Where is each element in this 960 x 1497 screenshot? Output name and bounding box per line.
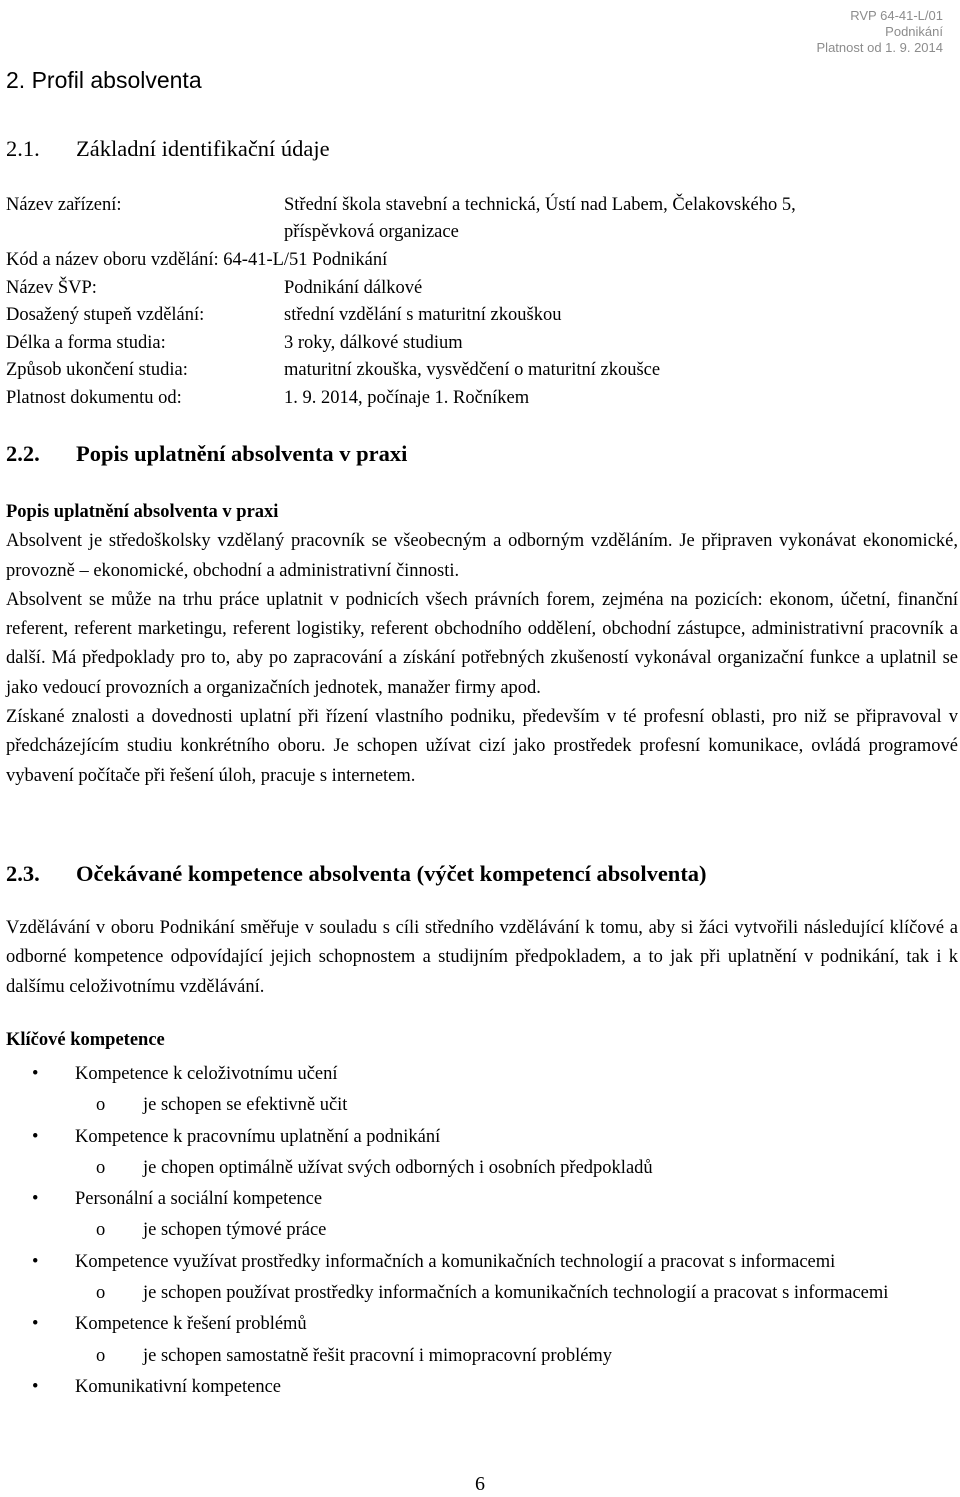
heading-number: 2.2. bbox=[6, 441, 40, 466]
header-code: RVP 64-41-L/01 bbox=[850, 8, 943, 23]
list-item bbox=[6, 1122, 956, 1153]
competence-detail: je schopen se efektivně učit bbox=[143, 1095, 348, 1116]
sub-list-item bbox=[6, 1215, 956, 1246]
circle-bullet-icon: o bbox=[96, 1157, 106, 1178]
sub-list-item bbox=[6, 1090, 956, 1121]
bullet-icon: • bbox=[32, 1376, 39, 1397]
competence-detail: je schopen týmové práce bbox=[143, 1220, 327, 1241]
list-item bbox=[6, 1372, 956, 1403]
id-label: Délka a forma studia: bbox=[6, 333, 166, 353]
description-heading: Popis uplatnění absolventa v praxi bbox=[6, 502, 279, 522]
paragraph: Získané znalosti a dovednosti uplatní při řízení vlastního podniku, především v té profesní oblasti, pro niž se připravoval v předcházejícím studiu konkrétního oboru. Je schopen užívat cizí jako prostředek profesní komunikace, ovládá programové vybavení počítače při řešení úloh, pracuje s internetem. bbox=[6, 707, 958, 786]
header-field: Podnikání bbox=[885, 24, 943, 39]
competence-list bbox=[6, 1059, 956, 1403]
circle-bullet-icon: o bbox=[96, 1220, 106, 1241]
bullet-icon: • bbox=[32, 1064, 39, 1084]
competence-name: Personální a sociální kompetence bbox=[75, 1189, 323, 1210]
id-row-facility bbox=[6, 192, 956, 246]
page-number: 6 bbox=[475, 1473, 485, 1495]
graduate-description bbox=[6, 498, 958, 791]
competence-detail: je schopen používat prostředky informačních a komunikačních technologií a pracovat s informacemi bbox=[143, 1283, 889, 1304]
sub-list-item bbox=[6, 1341, 956, 1372]
competence-name: Kompetence využívat prostředky informačních a komunikačních technologií a pracovat s informacemi bbox=[75, 1251, 836, 1272]
circle-bullet-icon: o bbox=[96, 1283, 106, 1304]
id-value: střední vzdělání s maturitní zkouškou bbox=[284, 305, 562, 325]
id-value: 64-41-L/51 Podnikání bbox=[223, 250, 388, 270]
section-title: 2. Profil absolventa bbox=[6, 67, 202, 93]
key-competences-heading: Klíčové kompetence bbox=[6, 1030, 165, 1050]
competence-name: Kompetence k pracovnímu uplatnění a podnikání bbox=[75, 1126, 441, 1147]
id-row-completion bbox=[6, 357, 956, 384]
circle-bullet-icon: o bbox=[96, 1345, 106, 1366]
id-value: Podnikání dálkové bbox=[284, 278, 423, 298]
heading-number: 2.1. bbox=[6, 136, 40, 161]
id-label: Kód a název oboru vzdělání: bbox=[6, 250, 219, 270]
paragraph: Absolvent se může na trhu práce uplatnit v podnicích všech právních forem, zejména na pozicích: ekonom, účetní, finanční referent, referent marketingu, referent logistiky, referent obchodního oddělení, obchodní zástupce, administrativní pracovník a další. Má předpoklady pro to, aby po zapracování a získání potřebných zkušeností vykonával organizační funkce a uplatnil se jako vedoucí provozních a organizačních jednotek, manažer firmy apod. bbox=[6, 589, 958, 698]
subsection-2-1-heading bbox=[6, 136, 330, 162]
id-value-line2: příspěvková organizace bbox=[284, 222, 459, 242]
id-label: Název ŠVP: bbox=[6, 278, 97, 298]
paragraph: Absolvent je středoškolsky vzdělaný pracovník se všeobecným a odborným vzděláním. Je připraven vykonávat ekonomické, provozně – ekonomické, obchodní a administrativní činnosti. bbox=[6, 531, 958, 581]
id-label: Způsob ukončení studia: bbox=[6, 360, 188, 380]
list-item bbox=[6, 1184, 956, 1215]
subsection-2-2-heading bbox=[6, 441, 407, 467]
id-label: Platnost dokumentu od: bbox=[6, 388, 182, 408]
id-row-education-level bbox=[6, 302, 956, 329]
id-value: maturitní zkouška, vysvědčení o maturitní zkoušce bbox=[284, 360, 661, 380]
heading-text: Očekávané kompetence absolventa (výčet kompetencí absolventa) bbox=[76, 861, 707, 886]
bullet-icon: • bbox=[32, 1314, 39, 1335]
id-row-program-name bbox=[6, 275, 956, 302]
bullet-icon: • bbox=[32, 1251, 39, 1272]
header-validity: Platnost od 1. 9. 2014 bbox=[816, 40, 943, 55]
list-item bbox=[6, 1059, 956, 1090]
id-value: 1. 9. 2014, počínaje 1. Ročníkem bbox=[284, 388, 530, 408]
heading-text: Základní identifikační údaje bbox=[76, 136, 330, 161]
id-value: Střední škola stavební a technická, Ústí nad Labem, Čelakovského 5, bbox=[284, 195, 796, 215]
competence-detail: je schopen samostatně řešit pracovní i mimopracovní problémy bbox=[143, 1345, 613, 1366]
circle-bullet-icon: o bbox=[96, 1095, 106, 1116]
id-value: 3 roky, dálkové studium bbox=[284, 333, 463, 353]
heading-text: Popis uplatnění absolventa v praxi bbox=[76, 441, 408, 466]
id-row-study-form bbox=[6, 330, 956, 357]
id-label: Dosažený stupeň vzdělání: bbox=[6, 305, 205, 325]
competence-name: Kompetence k řešení problémů bbox=[75, 1314, 307, 1335]
competences-intro: Vzdělávání v oboru Podnikání směřuje v souladu s cíli středního vzdělávání k tomu, aby si žáci vytvořili následující klíčové a odborné kompetence odpovídající jejich schopnostem a studijním předpokladem, a to jak při uplatnění v podnikání, tak i k dalšímu celoživotnímu vzdělávání. bbox=[6, 918, 958, 997]
competence-name: Komunikativní kompetence bbox=[75, 1376, 282, 1397]
bullet-icon: • bbox=[32, 1189, 39, 1210]
sub-list-item bbox=[6, 1153, 956, 1184]
competence-detail: je chopen optimálně užívat svých odborných i osobních předpokladů bbox=[143, 1157, 653, 1178]
list-item bbox=[6, 1247, 935, 1278]
competence-name: Kompetence k celoživotnímu učení bbox=[75, 1064, 338, 1084]
id-row-field-code bbox=[6, 247, 956, 274]
bullet-icon: • bbox=[32, 1126, 39, 1147]
heading-number: 2.3. bbox=[6, 861, 40, 886]
id-row-validity bbox=[6, 385, 956, 412]
sub-list-item bbox=[6, 1278, 943, 1309]
running-header bbox=[817, 8, 943, 56]
list-item bbox=[6, 1309, 956, 1340]
subsection-2-3-heading bbox=[6, 861, 707, 887]
id-label: Název zařízení: bbox=[6, 195, 122, 215]
